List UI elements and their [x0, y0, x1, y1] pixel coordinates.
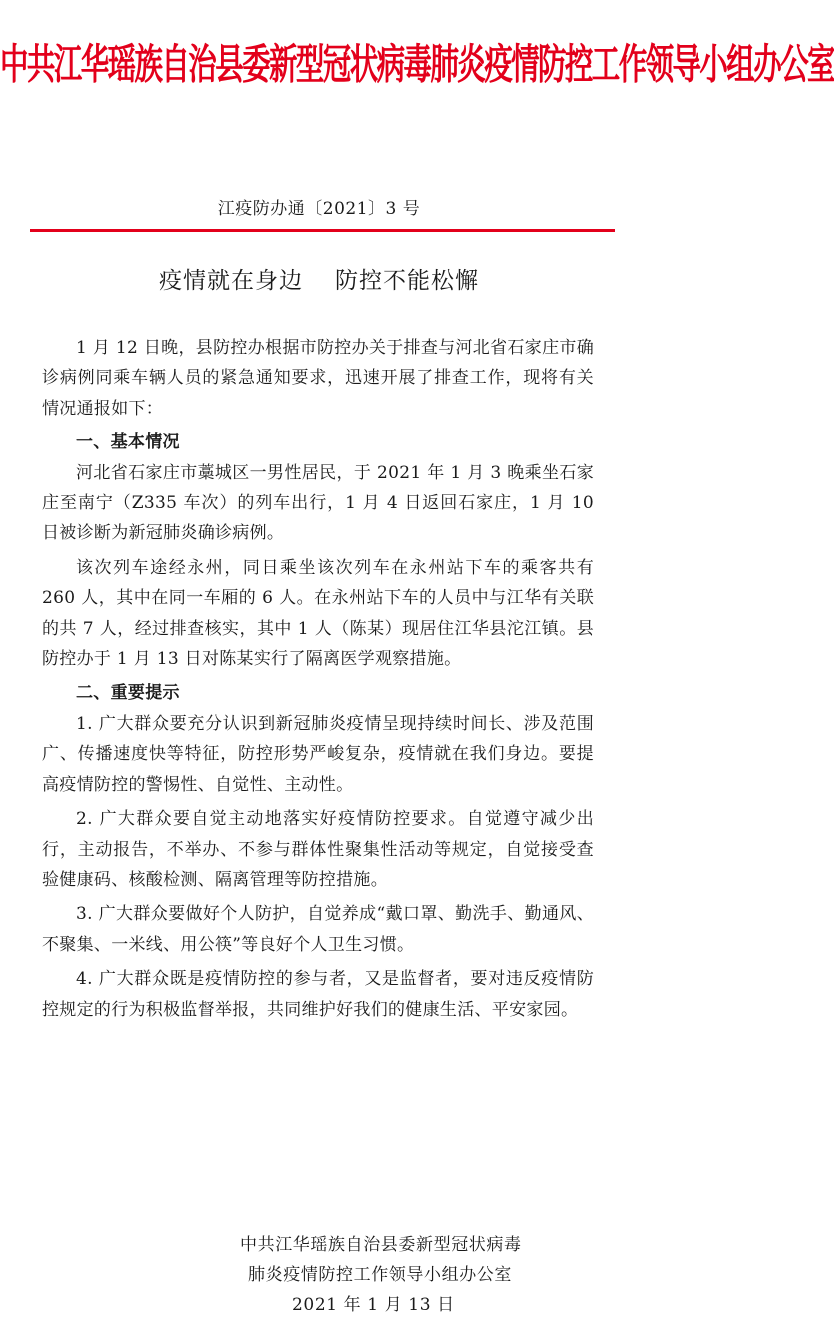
document-number: 江疫防办通〔2021〕3 号 — [217, 199, 421, 219]
tip-paragraph-3: 3. 广大群众要做好个人防护，自觉养成“戴口罩、勤洗手、勤通风、不聚集、一米线、用公筷”等良好个人卫生习惯。 — [42, 904, 594, 955]
signature-org-line-2: 肺炎疫情防控工作领导小组办公室 — [248, 1265, 512, 1285]
signature-date: 2021 年 1 月 13 日 — [292, 1295, 455, 1315]
section-1-paragraph: 该次列车途经永州，同日乘坐该次列车在永州站下车的乘客共有 260 人，其中在同一车厢的 6 人。在永州站下车的人员中与江华有关联的共 7 人，经过排查核实，其中 1 人（陈某）现居住江华县沱江镇。县防控办于 1 月 13 日对陈某实行了隔离医学观察措施。 — [42, 557, 594, 670]
document-title — [0, 262, 638, 295]
title-part-1: 疫情就在身边 — [159, 268, 303, 294]
section-1-paragraph: 河北省石家庄市藁城区一男性居民，于 2021 年 1 月 3 晚乘坐石家庄至南宁（Z335 车次）的列车出行，1 月 4 日返回石家庄，1 月 10 日被诊断为新冠肺炎确诊病例。 — [42, 462, 594, 544]
signature-block — [228, 1230, 608, 1320]
signature-org-line-1: 中共江华瑶族自治县委新型冠状病毒 — [240, 1235, 522, 1255]
tip-paragraph-1: 1. 广大群众要充分认识到新冠肺炎疫情呈现持续时间长、涉及范围广、传播速度快等特征，防控形势严峻复杂，疫情就在我们身边。要提高疫情防控的警惕性、自觉性、主动性。 — [42, 713, 594, 795]
intro-paragraph: 1 月 12 日晚，县防控办根据市防控办关于排查与河北省石家庄市确诊病例同乘车辆人员的紧急通知要求，迅速开展了排查工作，现将有关情况通报如下： — [42, 338, 594, 419]
red-divider-rule — [30, 229, 615, 232]
masthead-title: 中共江华瑶族自治县委新型冠状病毒肺炎疫情防控工作领导小组办公室 — [0, 40, 834, 89]
tip-paragraph-4: 4. 广大群众既是疫情防控的参与者，又是监督者，要对违反疫情防控规定的行为积极监督举报，共同维护好我们的健康生活、平安家园。 — [42, 969, 594, 1020]
section-1-heading: 一、基本情况 — [76, 432, 180, 453]
document-body — [42, 333, 594, 1025]
title-part-2: 防控不能松懈 — [335, 268, 479, 294]
tip-paragraph-2: 2. 广大群众要自觉主动地落实好疫情防控要求。自觉遵守减少出行，主动报告，不举办、不参与群体性聚集性活动等规定，自觉接受查验健康码、核酸检测、隔离管理等防控措施。 — [42, 809, 594, 890]
section-2-heading: 二、重要提示 — [76, 683, 180, 704]
